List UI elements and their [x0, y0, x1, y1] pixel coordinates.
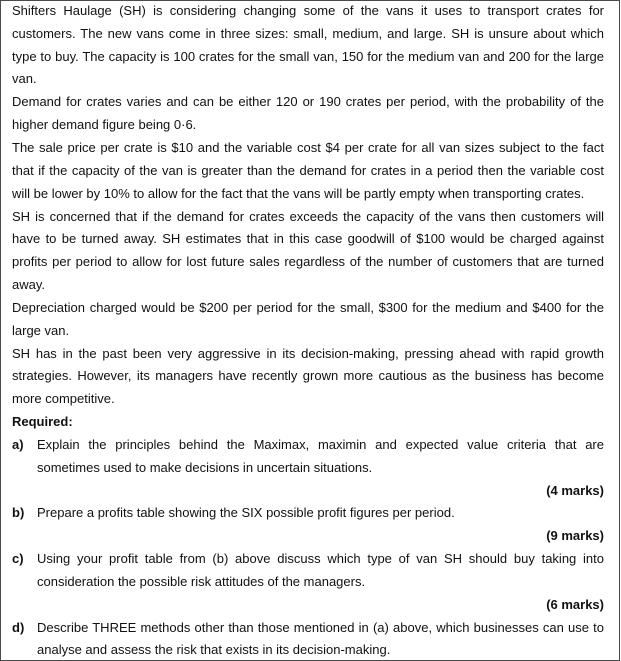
required-heading: Required: [12, 414, 73, 429]
case-p1-line-2: customers. The new vans come in three sizes: small, medium, and large. SH is unsure about which [12, 26, 604, 41]
case-p5-line-2: large van. [12, 323, 70, 338]
case-p3-line-2: that if the capacity of the van is greater than the demand for crates in a period then the variable cost [12, 163, 604, 178]
case-p4-line-2: have to be turned away. SH estimates that in this case goodwill of $100 would be charged against [12, 231, 604, 246]
case-p4-line-3: profits per period to allow for lost future sales regardless of the number of customers that are turned [12, 254, 604, 269]
question-b-label: b) [12, 505, 25, 520]
case-p4-line-1: SH is concerned that if the demand for crates exceeds the capacity of the vans then customers will [12, 209, 604, 224]
question-a-marks: (4 marks) [546, 483, 604, 498]
question-c-line-2: consideration the possible risk attitudes of the managers. [37, 574, 366, 589]
case-p4-line-4: away. [12, 277, 45, 292]
question-d-line-1: Describe THREE methods other than those mentioned in (a) above, which businesses can use to [37, 620, 604, 635]
question-a-line-2: sometimes used to make decisions in uncertain situations. [37, 460, 373, 475]
case-p2-line-2: higher demand figure being 0·6. [12, 117, 197, 132]
case-p6-line-3: more competitive. [12, 391, 115, 406]
question-c-label: c) [12, 551, 24, 566]
case-p1-line-3: type to buy. The capacity is 100 crates for the small van, 150 for the medium van and 200 for the large [12, 49, 604, 64]
case-p1-line-4: van. [12, 71, 37, 86]
question-d-line-2: analyse and assess the risk that exists in its decision-making. [37, 642, 391, 657]
case-p3-line-3: will be lower by 10% to allow for the fact that the vans will be partly empty when transporting crates. [12, 186, 585, 201]
case-p3-line-1: The sale price per crate is $10 and the variable cost $4 per crate for all van sizes subject to the fact [12, 140, 604, 155]
question-c-marks: (6 marks) [546, 597, 604, 612]
question-a-label: a) [12, 437, 24, 452]
case-p6-line-1: SH has in the past been very aggressive in its decision-making, pressing ahead with rapid growth [12, 346, 604, 361]
question-b-line-1: Prepare a profits table showing the SIX possible profit figures per period. [37, 505, 455, 520]
question-a-line-1: Explain the principles behind the Maximax, maximin and expected value criteria that are [37, 437, 604, 452]
case-p1-line-1: Shifters Haulage (SH) is considering changing some of the vans it uses to transport crates for [12, 3, 604, 18]
question-c-line-1: Using your profit table from (b) above discuss which type of van SH should buy taking into [37, 551, 604, 566]
question-b-marks: (9 marks) [546, 528, 604, 543]
case-p2-line-1: Demand for crates varies and can be either 120 or 190 crates per period, with the probability of the [12, 94, 604, 109]
question-d-label: d) [12, 620, 25, 635]
case-p5-line-1: Depreciation charged would be $200 per period for the small, $300 for the medium and $400 for the [12, 300, 604, 315]
case-p6-line-2: strategies. However, its managers have recently grown more cautious as the business has become [12, 368, 604, 383]
